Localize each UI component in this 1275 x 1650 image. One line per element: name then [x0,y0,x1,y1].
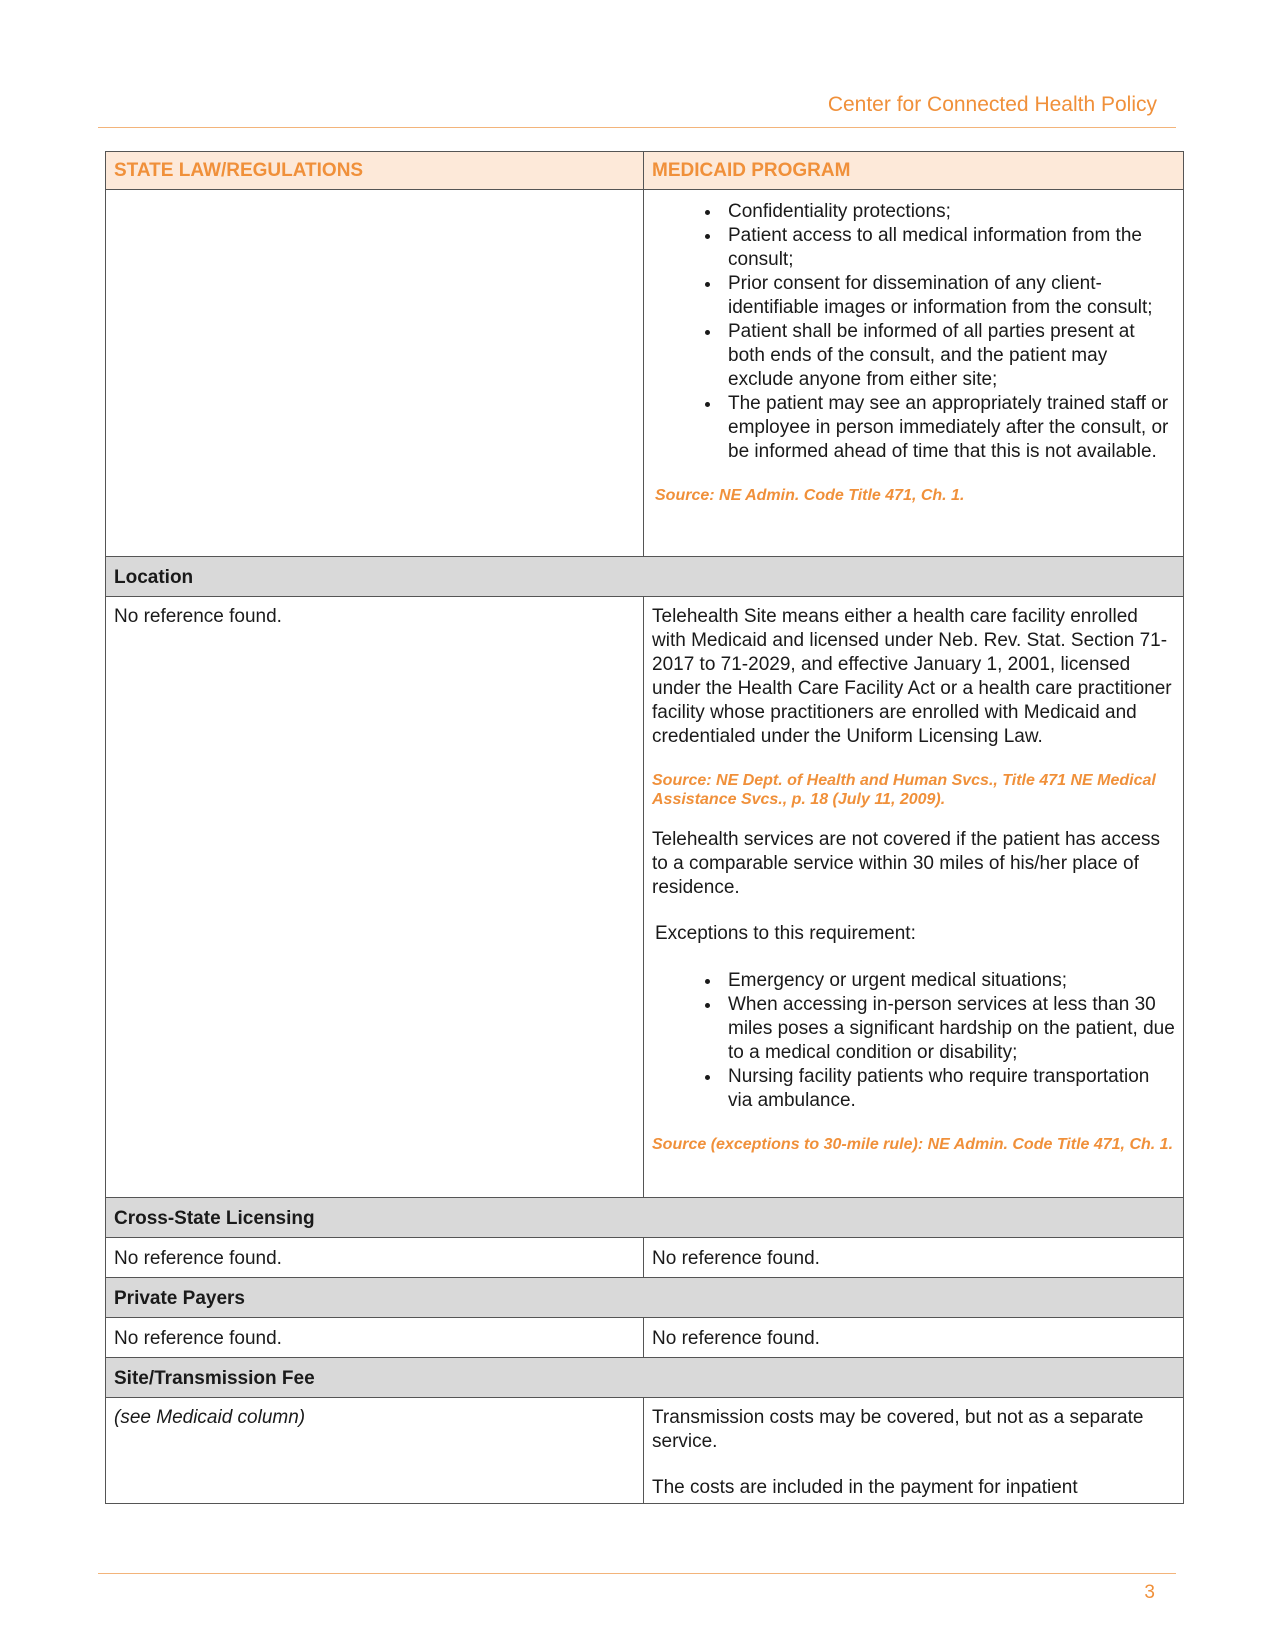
list-item: • The patient may see an appropriately trained staff or employee in person immediately after the consult, or be informed ahead of time that this is not available. [722,392,1175,464]
table-header-row [106,152,1184,190]
table-row-cross-state [106,1238,1184,1278]
list-item: • Prior consent for dissemination of any client-identifiable images or information from the consult; [722,272,1175,320]
paragraph: Telehealth Site means either a health care facility enrolled with Medicaid and licensed under Neb. Rev. Stat. Section 71-2017 to 71-2029, and effective January 1, 2001, licensed under the Health Care Facility Act or a health care practitioner facility whose practitioners are enrolled with Medicaid and credentialed under the Uniform Licensing Law. [652,606,1172,747]
col-header-medicaid: MEDICAID PROGRAM [644,152,1184,190]
policy-table [105,151,1184,1504]
medicaid-cell: No reference found. [644,1238,1184,1278]
footer-rule [98,1573,1176,1574]
section-title: Private Payers [106,1278,1184,1318]
section-title: Site/Transmission Fee [106,1358,1184,1398]
col-header-state-law: STATE LAW/REGULATIONS [106,152,644,190]
section-title: Cross-State Licensing [106,1198,1184,1238]
list-item: • Confidentiality protections; [722,200,1175,224]
section-title: Location [106,557,1184,597]
state-law-cell: (see Medicaid column) [106,1398,644,1504]
list-item: • Nursing facility patients who require transportation via ambulance. [722,1065,1175,1113]
header-title: Center for Connected Health Policy [827,93,1157,116]
medicaid-cell-continued [644,190,1184,557]
section-row-private-payers [106,1278,1184,1318]
exceptions-label: Exceptions to this requirement: [655,923,916,944]
state-law-cell: No reference found. [106,1238,644,1278]
section-row-cross-state [106,1198,1184,1238]
medicaid-cell: No reference found. [644,1318,1184,1358]
section-row-location [106,557,1184,597]
header-rule [98,127,1176,128]
table-row-site-fee [106,1398,1184,1504]
section-row-site-fee [106,1358,1184,1398]
paragraph: Transmission costs may be covered, but not as a separate service. [652,1407,1144,1452]
list-item: • Patient shall be informed of all parties present at both ends of the consult, and the patient may exclude anyone from either site; [722,320,1175,392]
state-law-cell-empty [106,190,644,557]
source-citation: Source: NE Dept. of Health and Human Svcs., Title 471 NE Medical Assistance Svcs., p. 18 (July 11, 2009). [652,772,1156,808]
state-law-cell: No reference found. [106,1318,644,1358]
medicaid-cell-site-fee [644,1398,1184,1504]
list-item: • Emergency or urgent medical situations; [722,969,1175,993]
list-item: • Patient access to all medical information from the consult; [722,224,1175,272]
table-row-private-payers [106,1318,1184,1358]
medicaid-cell-location [644,597,1184,1198]
page-number: 3 [1144,1582,1155,1603]
state-law-cell: No reference found. [106,597,644,1198]
table-row-continued [106,190,1184,557]
paragraph: The costs are included in the payment for inpatient [652,1477,1078,1498]
source-citation: Source: NE Admin. Code Title 471, Ch. 1. [655,487,965,504]
source-citation: Source (exceptions to 30-mile rule): NE Admin. Code Title 471, Ch. 1. [652,1136,1174,1153]
paragraph: Telehealth services are not covered if the patient has access to a comparable service within 30 miles of his/her place of residence. [652,829,1161,898]
table-row-location [106,597,1184,1198]
list-item: • When accessing in-person services at less than 30 miles poses a significant hardship on the patient, due to a medical condition or disability; [722,993,1175,1065]
